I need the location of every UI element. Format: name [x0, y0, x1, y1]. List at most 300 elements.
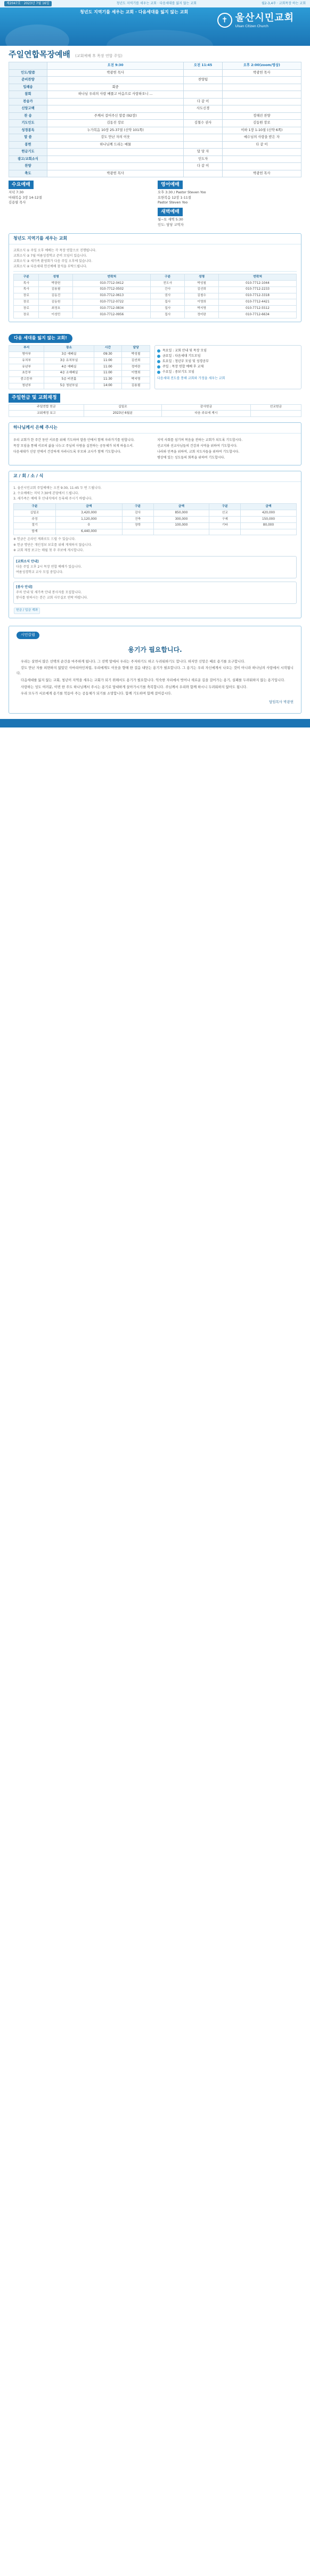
service-order-table [9, 62, 301, 177]
staff-col-header: 연락처 [219, 274, 297, 281]
banner-ornament [5, 24, 69, 46]
department-cell: 유년부 [9, 364, 44, 371]
service-cell: 김동진 장로 [47, 120, 184, 127]
service-row-label: 성경봉독 [9, 127, 47, 134]
service-cell: 박광헌 목사 [47, 170, 184, 177]
staff-cell: 집사 [151, 299, 185, 306]
top-right-note: 월2-3,4주 · 교회목장 하는 교회 [261, 1, 306, 5]
dawn-service-title: 새벽예배 [158, 208, 183, 216]
volunteer-box-line: 주차 안내 및 새가족 안내 봉사자를 모집합니다. [16, 591, 82, 595]
service-cell: 인도자 [184, 156, 222, 163]
service-row [9, 141, 301, 149]
offering-col-header: 구분 [122, 504, 153, 510]
service-cell: 김철수 권사 [184, 120, 222, 127]
service-cell: 하나님 우리의 사랑 베풀고 마음으로 사랑하오니 ... [47, 91, 184, 99]
department-row [9, 383, 150, 389]
service-row [9, 149, 301, 156]
next-gen-note: 다음세대 전도를 통해 교회와 가정을 세우는 교회 [157, 377, 225, 381]
finance-cell: 교회재정 보고 [9, 411, 84, 417]
service-cell [47, 105, 184, 113]
staff-cell: 010-7712-3318 [219, 293, 297, 299]
offering-cell: 300,000 [153, 517, 209, 523]
finance-cell: 십일조 [84, 404, 161, 411]
essay-paragraph: 우리는 살면서 많은 선택의 순간을 마주하게 됩니다. 그 선택 앞에서 우리는 주저하기도 하고 두려워하기도 합니다. 하지만 신앙은 때로 용기를 요구합니다. [21, 659, 246, 664]
prayer-paragraph: 다음세대가 신앙 안에서 건강하게 자라나도록 부모와 교사가 함께 기도합니다. [13, 450, 121, 454]
staff-cell: 집사 [151, 312, 185, 318]
offering-col-header: 금액 [153, 504, 209, 510]
staff-row [14, 293, 297, 299]
offering-note: ※ 헌금 명단은 개인정보 보호를 위해 게재하지 않습니다. [13, 543, 92, 547]
news-item: 교회소식 ③ 새가족 환영회가 다음 주일 오후에 있습니다. [13, 259, 93, 264]
staff-cell: 장로 [14, 293, 39, 299]
news-title: 청년도 지역기를 세우는 교회 [9, 234, 301, 244]
church-logo[interactable] [217, 12, 294, 29]
service-cell [47, 77, 184, 84]
service-cell [222, 149, 301, 156]
department-cell: 영아부 [9, 351, 44, 358]
notice-line: 2. 수요예배는 저녁 7:30에 본당에서 드립니다. [13, 492, 79, 496]
essay-paragraph: 사랑하는 성도 여러분, 이번 한 주도 하나님께서 주시는 용기로 담대하게 살아가시기를 축복합니다. 주님께서 우리와 함께 하시니 두려워하지 않아도 됩니다. [21, 685, 248, 689]
staff-cell: 박광헌 [39, 281, 73, 287]
offering-cell: 기타 [209, 522, 241, 529]
finance-table [9, 404, 301, 418]
offering-cell: 절기 [14, 522, 56, 529]
service-cell [184, 84, 222, 91]
staff-cell: 010-7712-2233 [219, 287, 297, 293]
table-header-row [9, 62, 301, 70]
banner-slogan: 청년도 지역기를 세우는 교회 · 다음세대를 잃지 않는 교회 [80, 10, 189, 14]
service-cell: 다 같 이 [184, 163, 222, 170]
service-cell: 이하 1장 1-10절 (신약 6쪽) [222, 127, 301, 134]
service-cell [184, 141, 222, 149]
service-cell: 강도 만난 자의 이웃 [47, 134, 184, 142]
staff-cell: 010-7712-4421 [219, 299, 297, 306]
essay-paragraph: 다음세대를 잃지 않는 교회, 청년이 지역을 세우는 교회가 되기 위해서도 용기가 필요합니다. 익숙한 자리에서 벗어나 새로운 길을 걸어가는 용기, 실패를 두려워하지 않는 용기입니다. [21, 678, 285, 682]
staff-row [14, 287, 297, 293]
department-header [9, 345, 150, 351]
staff-cell: 김동진 [39, 293, 73, 299]
offering-cell [153, 529, 209, 535]
finance-row [9, 404, 301, 411]
staff-row [14, 312, 297, 318]
finance-cell: 다음 주보에 게시 [162, 411, 251, 417]
department-row [9, 351, 150, 358]
prayer-paragraph: 선교지와 선교사님들의 건강과 사역을 위하여 기도합시다. [157, 444, 238, 448]
top-slogan: 청년도 지역기를 세우는 교회 · 다음세대를 잃지 않는 교회 [116, 1, 197, 5]
english-service-title: 영어예배 [158, 181, 183, 189]
header-banner [0, 7, 310, 46]
service-row [9, 91, 301, 99]
finance-title: 주일헌금 및 교회재정 [9, 394, 60, 402]
service-cell: 하나님께 드리는 예물 [47, 141, 184, 149]
church-name-en: Ulsan Citizen Church [235, 24, 268, 29]
service-cell: 회중 [47, 84, 184, 91]
staff-cell: 010-7712-0412 [73, 281, 151, 287]
notice-box [13, 556, 297, 578]
service-row-label: 말 씀 [9, 134, 47, 142]
service-cell [184, 170, 222, 177]
service-row [9, 84, 301, 91]
offering-row [14, 522, 297, 529]
wed-line: 마태복음 3장 14-12절 [9, 195, 42, 200]
footer-bar [0, 719, 310, 727]
department-col-header: 부서 [9, 345, 44, 351]
schedule-item [157, 359, 299, 364]
notice-title: 교 / 회 / 소 / 식 [9, 471, 301, 482]
staff-cell: 박지영 [185, 306, 219, 312]
wed-service-title: 수요예배 [9, 181, 34, 189]
account-label[interactable]: 헌금 / 입금 계좌 [14, 608, 40, 614]
staff-table [13, 274, 297, 318]
service-row-label: 축도 [9, 170, 47, 177]
service-row [9, 134, 301, 142]
schedule-text: 금요일 : 다음세대 기도모임 [162, 354, 201, 358]
column-title: 용기가 필요합니다. [128, 645, 182, 653]
offering-header [14, 504, 297, 510]
finance-cell: 감사헌금 [162, 404, 251, 411]
service-cell: 정해진 찬양 [222, 112, 301, 120]
staff-cell: 장로 [14, 312, 39, 318]
schedule-item [157, 370, 299, 374]
schedule-item [157, 349, 299, 353]
finance-row [9, 411, 301, 417]
staff-cell: 이영희 [185, 299, 219, 306]
offering-cell: 850,000 [153, 510, 209, 517]
staff-cell: 010-7712-0956 [73, 312, 151, 318]
essay-paragraph: 우리 모두가 서로에게 용기를 북돋아 주는 공동체가 되기를 소망합니다. 함께 기도하며 함께 걸어갑시다. [21, 692, 172, 696]
department-row [9, 370, 150, 377]
department-cell: 4층 예배실 [44, 364, 94, 371]
offering-cell: 100,000 [153, 522, 209, 529]
department-cell: 박지영 [122, 377, 150, 383]
service-row [9, 127, 301, 134]
schedule-text: 수요일 : 중보기도 모임 [162, 370, 194, 374]
bullet-icon [157, 360, 160, 363]
dawn-line: 월~토 새벽 5:30 [158, 218, 183, 222]
service-row-label: 찬 송 [9, 112, 47, 120]
bulletin-page [0, 0, 310, 727]
column-essay [9, 626, 301, 714]
department-cell: 정미란 [122, 364, 150, 371]
department-col-header: 장소 [44, 345, 94, 351]
service-row-label: 입례송 [9, 84, 47, 91]
staff-cell: 김선희 [185, 287, 219, 293]
department-col-header: 담당 [122, 345, 150, 351]
service-cell: 담 당 자 [184, 149, 222, 156]
offering-cell: 주정 [14, 517, 56, 523]
staff-cell: 김철수 [185, 293, 219, 299]
service-cell [222, 98, 301, 105]
service-cell: 박광헌 목사 [222, 170, 301, 177]
department-cell: 초등부 [9, 370, 44, 377]
offering-note: ※ 교회 재정 보고는 매월 첫 주 주보에 게시합니다. [13, 548, 84, 552]
service-row-label: 신앙고백 [9, 105, 47, 113]
service-row [9, 77, 301, 84]
notice-box-line: 여름성경학교 교사 모집 중입니다. [16, 570, 63, 574]
notice-line: 3. 새가족은 예배 후 안내석에서 등록해 주시기 바랍니다. [13, 497, 93, 501]
staff-table-header [14, 274, 297, 281]
wed-line: 저녁 7:30 [9, 191, 24, 195]
service-row [9, 120, 301, 127]
offering-row [14, 510, 297, 517]
offering-note: ※ 헌금은 온라인 계좌로도 드릴 수 있습니다. [13, 537, 76, 542]
staff-cell: 간사 [151, 287, 185, 293]
department-cell: 4층 소예배실 [44, 370, 94, 377]
offering-cell: 1,120,000 [55, 517, 122, 523]
offering-row [14, 529, 297, 535]
offering-cell: 80,000 [241, 522, 297, 529]
offering-cell: 구제 [209, 517, 241, 523]
issue-tag: 제2047호 · 2023년 7월 16일 [4, 1, 52, 6]
department-cell: 11:30 [94, 377, 122, 383]
church-name: 울산시민교회 [235, 12, 294, 23]
prayer-paragraph: 우리 교회가 한 주간 동안 서로를 위해 기도하며 말씀 안에서 함께 자라가기를 원합니다. [13, 438, 135, 442]
service-cell [222, 156, 301, 163]
service-subtitle: (교회예배 후 목장 연합 주일) [75, 54, 123, 58]
staff-cell: 목사 [14, 281, 39, 287]
finance-cell [250, 411, 301, 417]
time-header: 오전 11:45 [184, 62, 222, 70]
service-cell: 다 같 이 [222, 141, 301, 149]
staff-cell: 장로 [14, 299, 39, 306]
banner-ornament [107, 30, 213, 46]
schedule-item [157, 365, 299, 369]
service-cell: 예수님의 사랑을 받은 자 [222, 134, 301, 142]
essay-paragraph: 강도 만난 자를 외면하지 않았던 사마리아인처럼, 우리에게도 이웃을 향해 한 걸음 내딛는 용기가 필요합니다. 그 용기는 우리 자신에게서 나오는 것이 아니라 하나님의 사랑에서 시작됩니다. [17, 666, 293, 676]
service-cell [184, 112, 222, 120]
department-cell: 11:00 [94, 370, 122, 377]
service-cell: 박광헌 목사 [222, 69, 301, 77]
offering-cell [209, 529, 241, 535]
news-item: 교회소식 ② 7월 여름성경학교 준비 모임이 있습니다. [13, 253, 87, 258]
service-cell [222, 91, 301, 99]
staff-row [14, 299, 297, 306]
prayer-paragraph: 나라와 민족을 위하여, 교회 지도자들을 위하여 기도합시다. [157, 450, 240, 454]
notice-line: 1. 울산시민교회 주일예배는 오전 9:30, 11:45 두 번 드립니다. [13, 486, 102, 490]
time-header: 오전 9:30 [47, 62, 184, 70]
offering-cell: 3,420,000 [55, 510, 122, 517]
service-cell [184, 127, 222, 134]
offering-col-header: 금액 [55, 504, 122, 510]
prayer-title: 하나님께서 은혜 주시는 [9, 423, 301, 434]
offering-table [13, 503, 297, 535]
service-cell [184, 134, 222, 142]
service-cell [222, 77, 301, 84]
bullet-icon [157, 349, 160, 353]
service-row-label: 인도/말씀 [9, 69, 47, 77]
staff-cell: 전도사 [151, 281, 185, 287]
service-cell: 김동원 장로 [222, 120, 301, 127]
staff-cell: 권사 [151, 293, 185, 299]
prayer-paragraph: 지역 사회를 섬기며 복음을 전하는 교회가 되도록 기도합시다. [157, 438, 243, 442]
staff-cell: 김동원 [39, 299, 73, 306]
staff-cell: 010-7712-0613 [73, 293, 151, 299]
staff-cell: 정미란 [185, 312, 219, 318]
staff-cell: 박성철 [185, 281, 219, 287]
wed-line: 김용필 목사 [9, 201, 26, 205]
service-cell: 박광헌 목사 [47, 69, 184, 77]
next-gen-title: 다음 세대를 잃지 않는 교회! [9, 334, 72, 343]
department-cell: 김선희 [122, 358, 150, 364]
church-news-panel [9, 233, 301, 322]
service-row-label: 봉헌 [9, 141, 47, 149]
offering-cell: 6,440,000 [55, 529, 122, 535]
service-title: 주일연합목장예배 (교회예배 후 목장 연합 주일) [9, 50, 123, 59]
staff-cell: 010-7712-6634 [219, 312, 297, 318]
staff-cell: 목사 [14, 287, 39, 293]
service-cell: 주께서 걸어주신 말씀 (92장) [47, 112, 184, 120]
service-row-label: 참회 [9, 91, 47, 99]
service-cell [184, 69, 222, 77]
news-item: 교회소식 ④ 다음세대 헌신예배 참석을 부탁드립니다. [13, 265, 87, 269]
offering-cell: 감사 [122, 510, 153, 517]
staff-col-header: 성명 [185, 274, 219, 281]
staff-cell: 010-7712-0722 [73, 299, 151, 306]
staff-cell: 김용필 [39, 287, 73, 293]
staff-cell: 010-7712-0502 [73, 287, 151, 293]
department-row [9, 364, 150, 371]
service-row-label: 준비찬양 [9, 77, 47, 84]
offering-cell: 합계 [14, 529, 56, 535]
service-row-label: 기도인도 [9, 120, 47, 127]
offering-cell: 선교 [209, 510, 241, 517]
prayer-paragraph: 목장 모임을 통해 서로의 삶을 나누고 주님의 사랑을 실천하는 공동체가 되게 하옵소서. [13, 444, 134, 448]
service-row [9, 98, 301, 105]
prayer-paragraph: 병상에 있는 성도들의 회복을 위하여 기도합시다. [157, 456, 225, 460]
service-row-label: 찬송가 [9, 98, 47, 105]
column-tag: 시민칼럼 [17, 632, 39, 639]
offering-row [14, 517, 297, 523]
department-cell: 11:00 [94, 364, 122, 371]
service-cell: 다 같 이 [184, 98, 222, 105]
offering-cell [122, 529, 153, 535]
department-row [9, 377, 150, 383]
department-cell: 5층 비전홀 [44, 377, 94, 383]
offering-col-header: 금액 [241, 504, 297, 510]
staff-row [14, 281, 297, 287]
offering-col-header: 구분 [209, 504, 241, 510]
notice-box-line: 다음 주일 오후 2시 목장 연합 예배가 있습니다. [16, 565, 82, 569]
department-cell: 14:00 [94, 383, 122, 389]
service-row [9, 156, 301, 163]
offering-col-header: 구분 [14, 504, 56, 510]
department-cell: 09:30 [94, 351, 122, 358]
service-cell: 누가복음 10장 25-37절 (신약 101쪽) [47, 127, 184, 134]
english-line: Pastor Steven Yoo [158, 201, 188, 205]
bullet-icon [157, 365, 160, 369]
schedule-text: 토요일 : 청년부 모임 및 성경공부 [162, 359, 209, 363]
cross-icon: ✝ [217, 13, 232, 28]
staff-cell: 010-7712-1044 [219, 281, 297, 287]
department-cell: 청년부 [9, 383, 44, 389]
service-cell [184, 91, 222, 99]
department-cell: 이영희 [122, 370, 150, 377]
service-cell [47, 98, 184, 105]
english-line: 오후 3:30 / Pastor Steven Yoo [158, 191, 206, 195]
weekday-services [9, 181, 301, 228]
staff-cell: 이성민 [39, 312, 73, 318]
dawn-line: 인도: 담당 교역자 [158, 223, 184, 227]
service-row-label: 헌금기도 [9, 149, 47, 156]
notice-box-title: [교회소식 안내] [16, 559, 39, 563]
service-row [9, 112, 301, 120]
department-cell: 박성철 [122, 351, 150, 358]
service-cell [47, 156, 184, 163]
prayer-panel [9, 422, 301, 465]
service-row [9, 69, 301, 77]
staff-cell: 010-7712-5512 [219, 306, 297, 312]
offering-cell: 건축 [122, 517, 153, 523]
staff-col-header: 성명 [39, 274, 73, 281]
department-cell: 김용필 [122, 383, 150, 389]
offering-cell: 0 [55, 522, 122, 529]
department-table [9, 345, 150, 390]
department-cell: 11:00 [94, 358, 122, 364]
volunteer-box-title: [봉사 안내] [16, 585, 32, 590]
service-row [9, 105, 301, 113]
offering-cell: 150,000 [241, 517, 297, 523]
staff-row [14, 306, 297, 312]
schedule-text: 목요일 : 교회 안내 및 목장 모임 [162, 348, 207, 353]
service-cell: 사도신경 [184, 105, 222, 113]
bullet-icon [157, 371, 160, 374]
offering-cell: 420,000 [241, 510, 297, 517]
department-cell: 3층 예배실 [44, 351, 94, 358]
service-cell [222, 84, 301, 91]
finance-cell: 2023년 6월분 [84, 411, 161, 417]
bullet-icon [157, 355, 160, 358]
offering-cell: 십일조 [14, 510, 56, 517]
department-cell: 5층 청년부실 [44, 383, 94, 389]
service-cell [222, 163, 301, 170]
news-item: 교회소식 ① 주일 오후 예배는 각 목장 연합으로 진행됩니다. [13, 248, 96, 252]
staff-cell: 장로 [14, 306, 39, 312]
service-row [9, 163, 301, 170]
staff-cell: 집사 [151, 306, 185, 312]
department-row [9, 358, 150, 364]
service-row-label: 광고/교회소식 [9, 156, 47, 163]
service-row-label: 찬양 [9, 163, 47, 170]
time-header: 오후 2:00(zoom/영상) [222, 62, 301, 70]
schedule-item [157, 354, 299, 358]
weekly-schedule [154, 345, 301, 390]
notice-panel [9, 471, 301, 618]
staff-col-header: 구분 [14, 274, 39, 281]
service-cell: 찬양팀 [184, 77, 222, 84]
staff-cell: 010-7712-0834 [73, 306, 151, 312]
finance-cell: 선교헌금 [250, 404, 301, 411]
department-cell: 3층 유치부실 [44, 358, 94, 364]
schedule-text: 주일 : 목장 연합 예배 후 교제 [162, 364, 204, 369]
staff-col-header: 구분 [151, 274, 185, 281]
service-cell [47, 163, 184, 170]
english-line: 요한복음 12장 1-11절 [158, 195, 191, 200]
top-strip [0, 0, 310, 7]
department-cell: 중고등부 [9, 377, 44, 383]
service-cell [222, 105, 301, 113]
department-col-header: 시간 [94, 345, 122, 351]
offering-cell [241, 529, 297, 535]
staff-col-header: 연락처 [73, 274, 151, 281]
volunteer-box [13, 582, 297, 604]
column-author: 담임목사 박광헌 [268, 700, 293, 705]
finance-cell: 주일연합 헌금 [9, 404, 84, 411]
volunteer-box-line: 봉사를 원하시는 분은 교회 사무실로 연락 바랍니다. [16, 596, 88, 600]
service-cell [47, 149, 184, 156]
department-cell: 유치부 [9, 358, 44, 364]
service-row [9, 170, 301, 177]
staff-cell: 최정호 [39, 306, 73, 312]
